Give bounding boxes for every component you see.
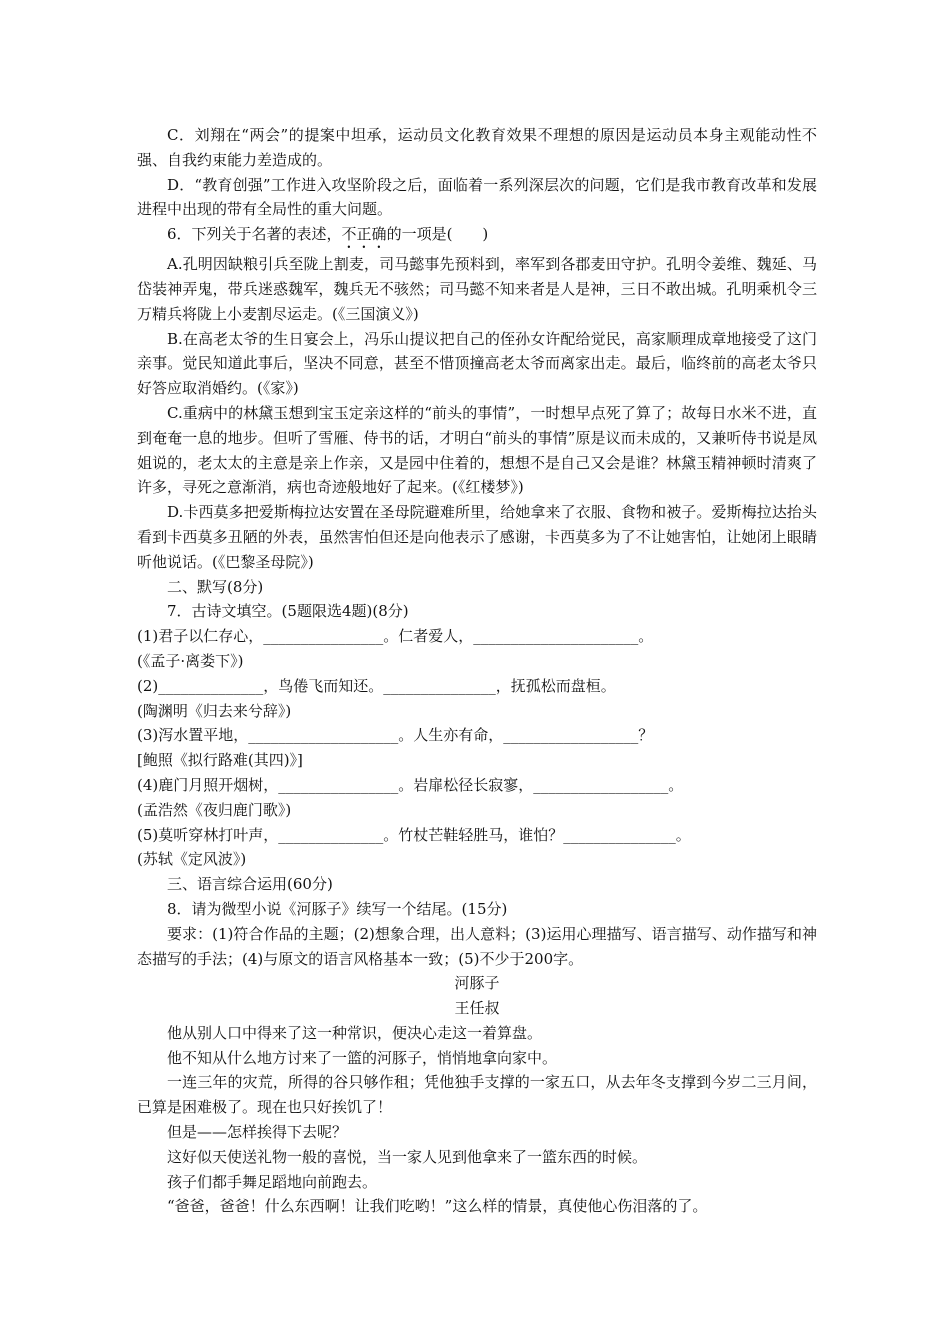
- q5-option-c: C．刘翔在“两会”的提案中坦承，运动员文化教育效果不理想的原因是运动员本身主观能动性不强、自我约束能力差造成的。: [137, 126, 817, 169]
- q7-line: (3)泻水置平地，____________________。人生亦有命，__________________？: [137, 726, 654, 745]
- q6-stem-pre: 6．下列关于名著的表述，: [167, 225, 342, 244]
- story-paragraph: 但是——怎样挨得下去呢？: [167, 1123, 348, 1142]
- q7-source: (陶渊明《归去来兮辞》): [137, 701, 292, 720]
- exam-page: [137, 123, 817, 1219]
- q7-source: (苏轼《定风波》): [137, 850, 247, 869]
- story-paragraph: “爸爸，爸爸！什么东西啊！让我们吃哟！”这么样的情景，真使他心伤泪落的了。: [167, 1197, 708, 1216]
- story-paragraph: 一连三年的灾荒，所得的谷只够作租；凭他独手支撑的一家五口，从去年冬支撑到今岁二三月间，已算是困难极了。现在也只好挨饥了！: [137, 1073, 817, 1117]
- q6-option-a: A.孔明因缺粮引兵至陇上割麦，司马懿事先预料到，率军到各郡麦田守护。孔明令姜维、魏延、马岱装神弄鬼，带兵迷惑魏军，魏兵无不骇然；司马懿不知来者是人是神，三日不敢出城。孔明乘机令三万精兵将陇上小麦割尽运走。(《三国演义》): [137, 255, 817, 323]
- q6-stem-emphasis: 不正确: [341, 225, 387, 244]
- q6-option-c: C.重病中的林黛玉想到宝玉定亲这样的“前头的事情”，一时想早点死了算了；故每日水米不进，直到奄奄一息的地步。但听了雪雁、侍书的话，才明白“前头的事情”原是议而未成的，又兼听侍书说是凤姐说的，老太太的主意是亲上作亲，又是园中住着的，想想不是自己又会是谁？林黛玉精神顿时清爽了许多，寻死之意渐消，病也奇迹般地好了起来。(《红楼梦》): [137, 403, 817, 497]
- q6-stem: [137, 222, 817, 252]
- story-paragraph: 这好似天使送礼物一般的喜悦，当一家人见到他拿来了一篮东西的时候。: [167, 1147, 648, 1166]
- story-title: 河豚子: [454, 974, 500, 993]
- q7-line: (2)______________，鸟倦飞而知还。_______________，抚孤松而盘桓。: [137, 676, 616, 695]
- story-paragraph: 他不知从什么地方讨来了一篮的河豚子，悄悄地拿向家中。: [167, 1048, 558, 1067]
- q7-source: [鲍照《拟行路难(其四)》]: [137, 751, 303, 770]
- q7-line: (4)鹿门月照开烟树，________________。岩扉松径长寂寥，__________________。: [137, 775, 684, 794]
- q6-option-b: B.在高老太爷的生日宴会上，冯乐山提议把自己的侄孙女许配给觉民，高家顺理成章地接受了这门亲事。觉民知道此事后，坚决不同意，甚至不惜顶撞高老太爷而离家出走。最后，临终前的高老太爷只好答应取消婚约。(《家》): [137, 329, 817, 398]
- section-heading-language: 三、语言综合运用(60分): [167, 875, 333, 894]
- q6-option-d: D.卡西莫多把爱斯梅拉达安置在圣母院避难所里，给她拿来了衣服、食物和被子。爱斯梅拉达抬头看到卡西莫多丑陋的外表，虽然害怕但还是向他表示了感谢，卡西莫多为了不让她害怕，让她闭上眼睛听他说话。(《巴黎圣母院》): [137, 503, 817, 571]
- q7-line: (5)莫听穿林打叶声，______________。竹杖芒鞋轻胜马，谁怕？_______________。: [137, 825, 691, 844]
- q7-stem: 7．古诗文填空。(5题限选4题)(8分): [167, 602, 409, 621]
- section-heading-dictation: 二、默写(8分): [167, 577, 264, 596]
- story-paragraph: 孩子们都手舞足蹈地向前跑去。: [167, 1172, 378, 1191]
- q8-requirements: 要求：(1)符合作品的主题；(2)想象合理，出人意料；(3)运用心理描写、语言描写、动作描写和神态描写的手法；(4)与原文的语言风格基本一致；(5)不少于200字。: [137, 924, 817, 968]
- story-author: 王任叔: [454, 999, 500, 1018]
- q6-stem-post: 的一项是( ): [386, 225, 489, 244]
- q7-line: (1)君子以仁存心，________________。仁者爱人，______________________。: [137, 627, 654, 646]
- q8-stem: 8．请为微型小说《河豚子》续写一个结尾。(15分): [167, 899, 508, 918]
- q7-source: (《孟子·离娄下》): [137, 651, 244, 670]
- q5-option-d: D．“教育创强”工作进入攻坚阶段之后，面临着一系列深层次的问题，它们是我市教育改革和发展进程中出现的带有全局性的重大问题。: [137, 175, 817, 219]
- q7-source: (孟浩然《夜归鹿门歌》): [137, 800, 292, 819]
- story-paragraph: 他从别人口中得来了这一种常识，便决心走这一着算盘。: [167, 1023, 543, 1042]
